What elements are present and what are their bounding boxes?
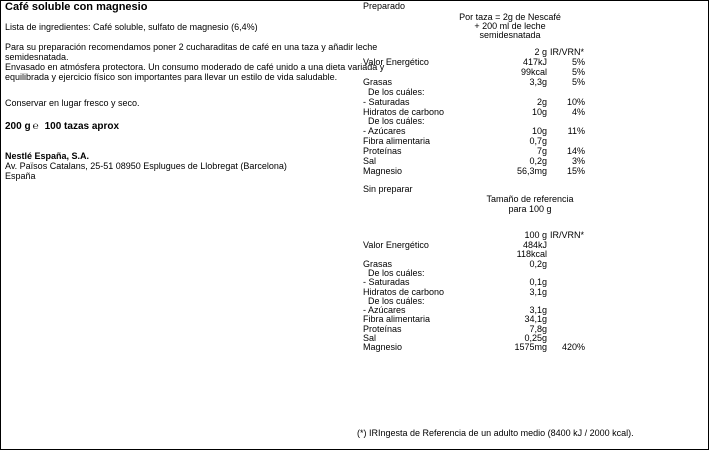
nutrient-label: Fibra alimentaria [363,314,431,325]
ingredients-list: Lista de ingredientes: Café soluble, sulfato de magnesio (6,4%) [5,22,258,32]
nutrient-ir: 3% [571,156,585,166]
prepared-heading: Preparado [363,1,406,11]
nutrient-value: 1575mg [514,342,547,353]
nutrient-value: 10g [531,126,547,137]
company-name: Nestlé España, S.A. [5,151,90,161]
nutrient-label: Proteínas [363,323,402,334]
nutrient-label: - Azúcares [363,126,406,137]
footnote: (*) IRIngesta de Referencia de un adulto medio (8400 kJ / 2000 kcal). [357,428,634,438]
nutrient-value: 3,3g [529,76,547,87]
nutrient-ir: 14% [566,146,585,157]
nutrient-label: De los cuáles: [368,116,425,127]
nutrient-label: Grasas [363,258,393,269]
prepared-col-ir: IR/VRN* [550,47,585,57]
nutrient-value: 0,1g [529,277,547,288]
unprepared-col-amount: 100 g [524,230,547,240]
nutrient-label: De los cuáles: [368,295,425,306]
nutrient-label: Valor Energético [363,240,429,250]
net-weight: 200 g [5,121,31,132]
nutrient-value: 118kcal [516,249,547,260]
nutrient-ir: 10% [566,96,585,107]
nutrient-label: Proteínas [363,146,402,157]
nutrient-value: 417kJ [522,57,547,67]
nutrient-value: 3,1g [529,286,547,297]
prepared-serving-line-2: + 200 ml de leche [474,21,546,31]
nutrient-ir: 4% [571,106,585,117]
nutrient-value: 7,8g [529,323,547,334]
nutrient-label: - Saturadas [363,277,410,288]
prepared-col-amount: 2 g [534,47,547,57]
prepared-serving-line-1: Por taza = 2g de Nescafé [459,12,561,22]
servings-count: 100 tazas aprox [44,121,120,132]
unprepared-reference-line-2: para 100 g [508,204,552,214]
nutrient-value: 0,7g [529,136,547,147]
nutrient-ir: 15% [566,165,585,176]
nutrient-value: 56,3mg [516,165,547,176]
preparation-line-2: semidesnatada. [5,52,69,62]
company-address: Av. Països Catalans, 25-51 08950 Esplugues de Llobregat (Barcelona) [5,161,287,171]
nutrient-value: 0,2g [529,258,547,269]
nutrient-label: De los cuáles: [368,267,425,278]
nutrient-label: Grasas [363,76,393,87]
nutrient-value: 2g [536,96,547,107]
estimated-sign-icon: ℮ [32,120,39,132]
nutrient-ir: 420% [561,342,585,353]
company-country: España [5,171,36,181]
nutrient-value: 0,2g [529,156,547,166]
nutrient-label: Magnesio [363,342,403,353]
nutrient-label: Hidratos de carbono [363,286,445,297]
nutrient-ir: 5% [571,76,585,87]
preparation-line-1: Para su preparación recomendamos poner 2 cucharaditas de café en una taza y añadir leche [5,42,378,52]
nutrient-ir: 5% [571,57,585,67]
nutrient-value: 10g [531,106,547,117]
nutrient-ir: 5% [571,66,585,77]
nutrient-value: 0,25g [524,333,547,343]
nutrient-label: - Saturadas [363,96,410,107]
nutrient-label: - Azúcares [363,305,406,316]
nutrient-label: De los cuáles: [368,86,425,97]
packaging-line-2: equilibrada y ejercicio físico son importantes para llevar un estilo de vida saludable. [5,72,338,82]
nutrient-label: Magnesio [363,165,403,176]
net-quantity [5,121,119,133]
nutrient-label: Valor Energético [363,57,429,67]
nutrient-ir: 11% [567,126,585,137]
nutrient-label: Sal [363,333,377,343]
storage-instructions: Conservar en lugar fresco y seco. [5,98,140,108]
prepared-serving-line-3: semidesnatada [479,30,541,40]
unprepared-col-ir: IR/VRN* [550,230,585,240]
nutrient-label: Fibra alimentaria [363,136,431,147]
nutrient-label: Hidratos de carbono [363,106,445,117]
nutrient-value: 7g [536,146,547,157]
nutrient-value: 34,1g [524,314,547,325]
nutrient-value: 484kJ [522,240,547,250]
nutrient-value: 3,1g [529,305,547,316]
nutrient-value: 99kcal [520,66,547,77]
unprepared-reference-line-1: Tamaño de referencia [486,194,574,204]
product-title: Café soluble con magnesio [5,1,148,13]
packaging-line-1: Envasado en atmósfera protectora. Un consumo moderado de café unido a una dieta variada y [5,62,385,72]
nutrient-label: Sal [363,156,377,166]
unprepared-heading: Sin preparar [363,184,413,194]
